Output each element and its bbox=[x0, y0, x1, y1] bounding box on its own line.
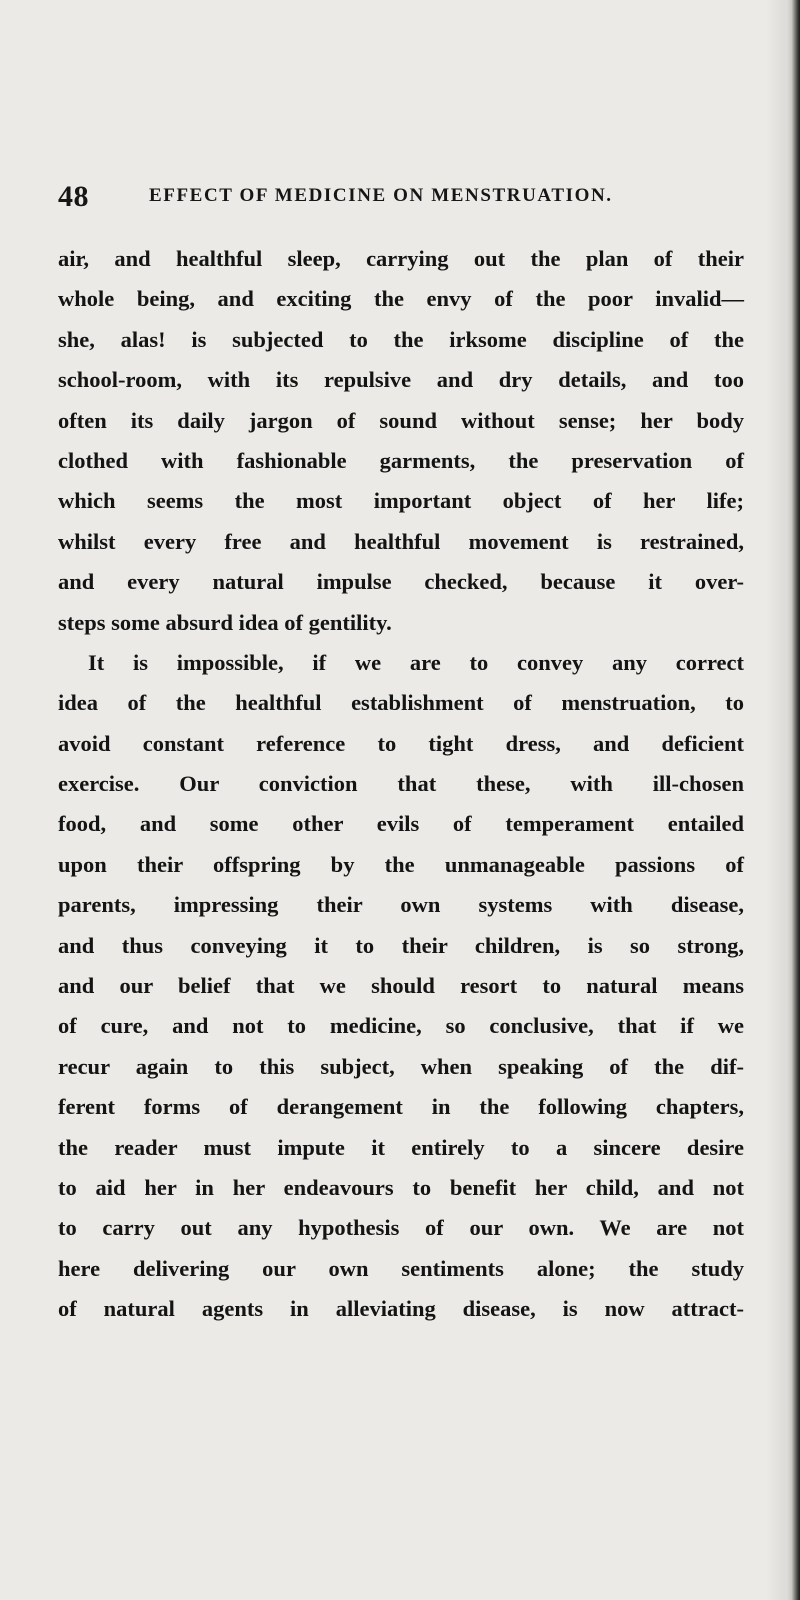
text-line: and our belief that we should resort to natural means bbox=[58, 973, 744, 999]
page-header bbox=[58, 180, 738, 216]
text-line: air, and healthful sleep, carrying out the plan of their bbox=[58, 246, 744, 271]
text-line: whole being, and exciting the envy of the poor invalid— bbox=[58, 286, 744, 312]
text-line: recur again to this subject, when speaking of the dif- bbox=[58, 1053, 744, 1079]
page-edge bbox=[786, 0, 800, 1600]
text-line: to aid her in her endeavours to benefit her child, and not bbox=[58, 1174, 744, 1200]
paragraph-end-line: steps some absurd idea of gentility. bbox=[58, 609, 392, 635]
text-line: food, and some other evils of temperament entailed bbox=[58, 811, 744, 837]
running-head: EFFECT OF MEDICINE ON MENSTRUATION. bbox=[149, 185, 613, 206]
body-text bbox=[58, 239, 744, 1330]
text-line: to carry out any hypothesis of our own. We are not bbox=[58, 1215, 744, 1241]
text-line: and thus conveying it to their children, is so strong, bbox=[58, 932, 744, 958]
page-edge-shadow bbox=[766, 0, 786, 1600]
page-number: 48 bbox=[58, 180, 89, 213]
text-line: she, alas! is subjected to the irksome discipline of the bbox=[58, 326, 744, 352]
text-line: of natural agents in alleviating disease, is now attract- bbox=[58, 1296, 744, 1322]
text-line: which seems the most important object of her life; bbox=[58, 488, 744, 514]
text-line: of cure, and not to medicine, so conclusive, that if we bbox=[58, 1013, 744, 1039]
text-line: the reader must impute it entirely to a sincere desire bbox=[58, 1134, 744, 1160]
text-line: ferent forms of derangement in the following chapters, bbox=[58, 1094, 744, 1120]
text-line: parents, impressing their own systems with disease, bbox=[58, 892, 744, 918]
text-line: and every natural impulse checked, because it over- bbox=[58, 569, 744, 595]
text-line: here delivering our own sentiments alone; the study bbox=[58, 1255, 744, 1281]
text-line: often its daily jargon of sound without sense; her body bbox=[58, 407, 744, 433]
text-line: school-room, with its repulsive and dry details, and too bbox=[58, 367, 744, 393]
text-line: whilst every free and healthful movement is restrained, bbox=[58, 528, 744, 554]
paragraph-first-line: It is impossible, if we are to convey any correct bbox=[88, 649, 744, 675]
text-line: clothed with fashionable garments, the preservation of bbox=[58, 447, 744, 473]
text-line: avoid constant reference to tight dress, and deficient bbox=[58, 730, 744, 756]
text-line: idea of the healthful establishment of menstruation, to bbox=[58, 690, 744, 716]
text-line: upon their offspring by the unmanageable passions of bbox=[58, 851, 744, 877]
text-line: exercise. Our conviction that these, with ill-chosen bbox=[58, 771, 744, 797]
